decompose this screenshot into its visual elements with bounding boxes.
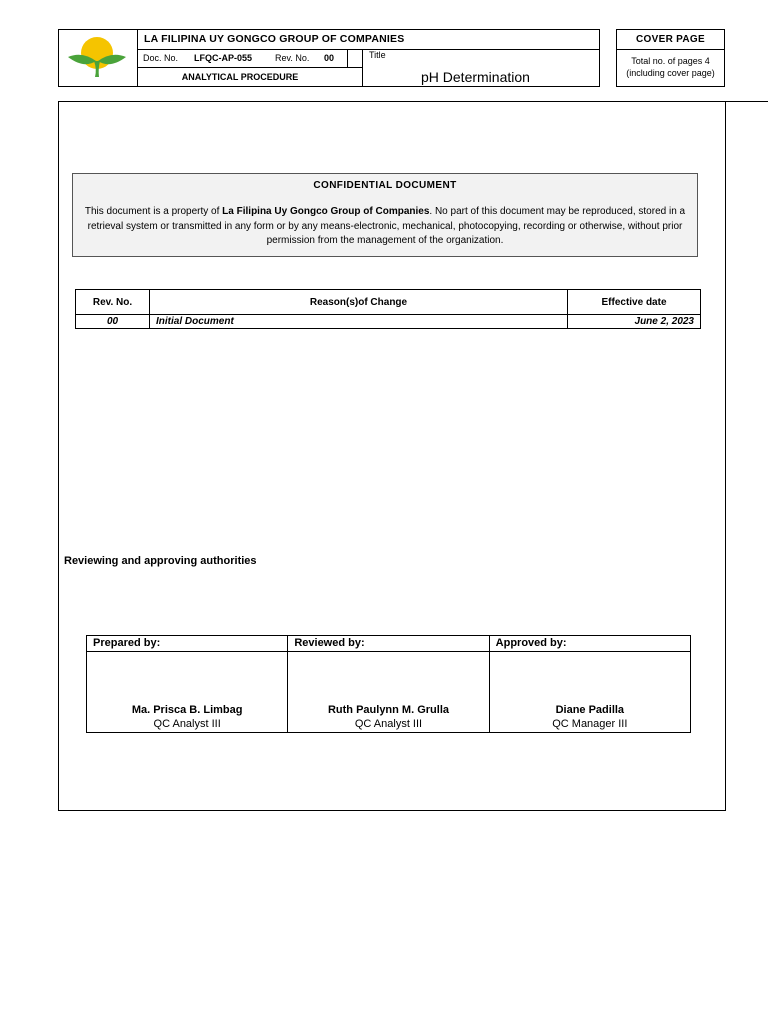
- page-count: [616, 55, 725, 79]
- rev-no-value: 00: [324, 53, 335, 63]
- table-header-row: [87, 636, 691, 652]
- signatory-role: QC Manager III: [552, 718, 628, 730]
- confidential-company: La Filipina Uy Gongco Group of Companies: [222, 206, 430, 217]
- approvals-heading: Reviewing and approving authorities: [64, 555, 257, 567]
- prepared-by-label: Prepared by:: [87, 636, 288, 652]
- header-divider: [138, 67, 362, 68]
- doc-no-label: Doc. No.: [143, 53, 179, 63]
- cover-page-label: COVER PAGE: [616, 29, 725, 50]
- table-row: [76, 315, 701, 329]
- document-title: pH Determination: [421, 69, 530, 85]
- approved-by-label: Approved by:: [489, 636, 690, 652]
- confidential-text: [82, 205, 688, 249]
- doc-type: ANALYTICAL PROCEDURE: [181, 72, 299, 82]
- column-header: Rev. No.: [76, 290, 150, 315]
- frame-divider: [725, 101, 726, 811]
- signature-row: [87, 652, 691, 733]
- sun-leaf-logo-icon: [58, 29, 138, 87]
- company-name: LA FILIPINA UY GONGCO GROUP OF COMPANIES: [144, 33, 405, 45]
- doc-no-value: LFQC-AP-055: [194, 53, 253, 63]
- confidential-heading: CONFIDENTIAL DOCUMENT: [313, 180, 457, 191]
- column-header: Reason(s)of Change: [150, 290, 568, 315]
- signatory-role: QC Analyst III: [153, 718, 221, 730]
- rev-no-label: Rev. No.: [275, 53, 310, 63]
- confidential-text-part: . No part of this document may be reproduced, stored in a retrieval system or transmitted in any form or by any means-electronic, mechanical, photocopying, recording or otherwise, without prior permission from the management of the organization.: [87, 206, 686, 246]
- signatory-name: Ma. Prisca B. Limbag: [131, 704, 243, 716]
- reviewed-by-label: Reviewed by:: [288, 636, 489, 652]
- signatory-name: Ruth Paulynn M. Grulla: [327, 704, 449, 716]
- page-count-line: (including cover page): [626, 68, 715, 78]
- header-divider: [347, 49, 348, 67]
- company-logo: [58, 29, 138, 87]
- title-label: Title: [369, 50, 386, 60]
- column-header: Effective date: [568, 290, 701, 315]
- signature-cell: [87, 652, 288, 733]
- confidential-text-part: This document is a property of: [84, 206, 223, 217]
- date-cell: June 2, 2023: [568, 315, 701, 329]
- signatory-name: Diane Padilla: [555, 704, 625, 716]
- frame-divider: [725, 101, 768, 102]
- reason-cell: Initial Document: [150, 315, 568, 329]
- table-header-row: [76, 290, 701, 315]
- rev-cell: 00: [76, 315, 150, 329]
- signature-cell: [489, 652, 690, 733]
- signatory-role: QC Analyst III: [354, 718, 423, 730]
- header-divider: [362, 49, 363, 87]
- signature-cell: [288, 652, 489, 733]
- page-count-line: Total no. of pages 4: [631, 56, 710, 66]
- approvals-table: [86, 635, 691, 733]
- revision-table: [75, 289, 701, 329]
